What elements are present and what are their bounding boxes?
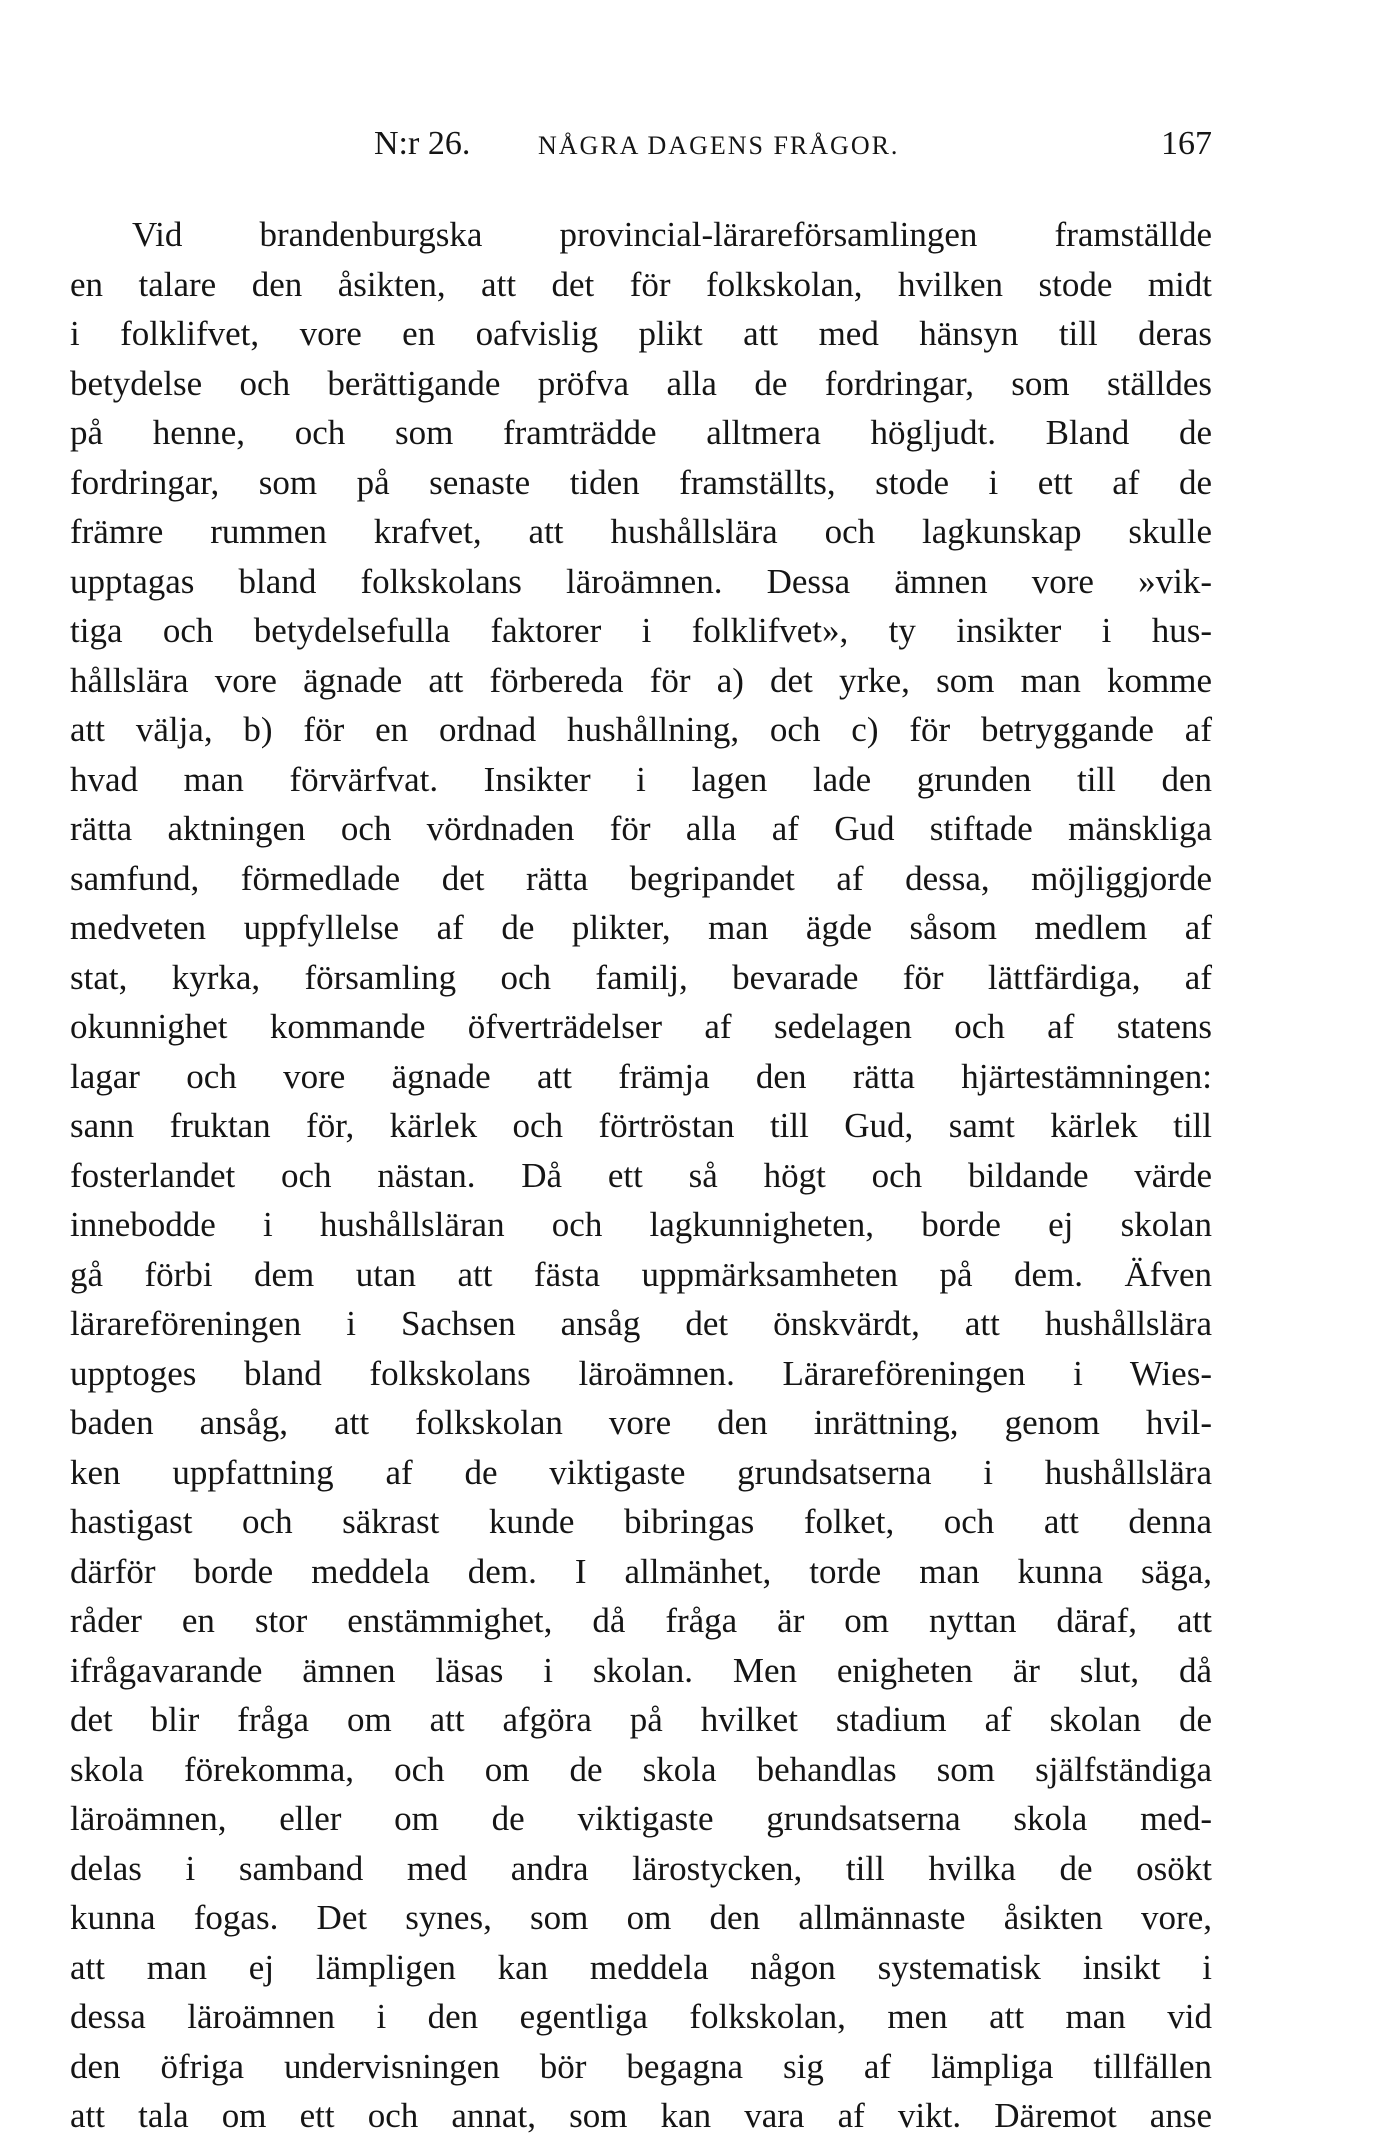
text-line-11: att välja, b) för en ordnad hushållning, och c) för betryggande af [70, 710, 1212, 749]
text-line-14: samfund, förmedlade det rätta begripandet af dessa, möjliggjorde [70, 858, 1212, 898]
text-line-20: fosterlandet och nästan. Då ett så högt och bildande värde [70, 1155, 1212, 1195]
text-line-23: lärareföreningen i Sachsen ansåg det önskvärdt, att hushållslära [70, 1304, 1212, 1343]
text-line-39: att tala om ett och annat, som kan vara af vikt. Däremot anse [70, 2096, 1212, 2135]
text-line-12: hvad man förvärfvat. Insikter i lagen lade grunden till den [70, 759, 1212, 799]
text-line-22: gå förbi dem utan att fästa uppmärksamheten på dem. Äfven [70, 1254, 1212, 1294]
text-line-32: skola förekomma, och om de skola behandlas som själfständiga [70, 1749, 1212, 1789]
issue-number: N:r 26. [374, 125, 471, 162]
page-number: 167 [1161, 125, 1212, 162]
text-line-5: på henne, och som framträdde alltmera högljudt. Bland de [70, 413, 1212, 452]
text-line-35: kunna fogas. Det synes, som om den allmännaste åsikten vore, [70, 1898, 1212, 1937]
text-line-30: ifrågavarande ämnen läsas i skolan. Men enigheten är slut, då [70, 1650, 1212, 1690]
text-line-36: att man ej lämpligen kan meddela någon systematisk insikt i [70, 1947, 1212, 1987]
text-line-31: det blir fråga om att afgöra på hvilket stadium af skolan de [70, 1700, 1212, 1739]
text-line-16: stat, kyrka, församling och familj, bevarade för lättfärdiga, af [70, 957, 1212, 997]
text-line-9: tiga och betydelsefulla faktorer i folklifvet», ty insikter i hus- [70, 611, 1212, 650]
text-line-37: dessa läroämnen i den egentliga folkskolan, men att man vid [70, 1997, 1212, 2036]
text-line-34: delas i samband med andra lärostycken, till hvilka de osökt [70, 1848, 1212, 1888]
text-line-6: fordringar, som på senaste tiden framställts, stode i ett af de [70, 462, 1212, 502]
text-line-33: läroämnen, eller om de viktigaste grundsatserna skola med- [70, 1799, 1212, 1838]
text-line-18: lagar och vore ägnade att främja den rätta hjärtestämningen: [70, 1056, 1212, 1096]
text-line-1: Vid brandenburgska provincial-lärareförsamlingen framställde [132, 215, 1212, 254]
text-line-15: medveten uppfyllelse af de plikter, man ägde såsom medlem af [70, 908, 1212, 947]
text-line-26: ken uppfattning af de viktigaste grundsatserna i hushållslära [70, 1452, 1212, 1492]
text-line-24: upptoges bland folkskolans läroämnen. Lärareföreningen i Wies- [70, 1353, 1212, 1393]
running-header [374, 118, 1212, 170]
text-line-17: okunnighet kommande öfverträdelser af sedelagen och af statens [70, 1007, 1212, 1046]
section-title: NÅGRA DAGENS FRÅGOR. [538, 131, 900, 160]
text-line-2: en talare den åsikten, att det för folkskolan, hvilken stode midt [70, 264, 1212, 304]
text-line-19: sann fruktan för, kärlek och förtröstan till Gud, samt kärlek till [70, 1106, 1212, 1145]
body-text [70, 210, 1212, 2141]
text-line-10: hållslära vore ägnade att förbereda för a) det yrke, som man komme [70, 660, 1212, 700]
text-line-21: innebodde i hushållsläran och lagkunnigheten, borde ej skolan [70, 1205, 1212, 1244]
text-line-7: främre rummen krafvet, att hushållslära och lagkunskap skulle [70, 512, 1212, 551]
text-line-27: hastigast och säkrast kunde bibringas folket, och att denna [70, 1502, 1212, 1541]
text-line-28: därför borde meddela dem. I allmänhet, torde man kunna säga, [70, 1551, 1212, 1591]
text-line-3: i folklifvet, vore en oafvislig plikt att med hänsyn till deras [70, 314, 1212, 353]
text-line-25: baden ansåg, att folkskolan vore den inrättning, genom hvil- [70, 1403, 1212, 1442]
text-line-4: betydelse och berättigande pröfva alla de fordringar, som ställdes [70, 363, 1212, 403]
text-line-29: råder en stor enstämmighet, då fråga är om nyttan däraf, att [70, 1601, 1212, 1640]
text-line-38: den öfriga undervisningen bör begagna sig af lämpliga tillfällen [70, 2046, 1212, 2086]
text-line-13: rätta aktningen och vördnaden för alla af Gud stiftade mänskliga [70, 809, 1212, 848]
text-line-8: upptagas bland folkskolans läroämnen. Dessa ämnen vore »vik- [70, 561, 1212, 601]
